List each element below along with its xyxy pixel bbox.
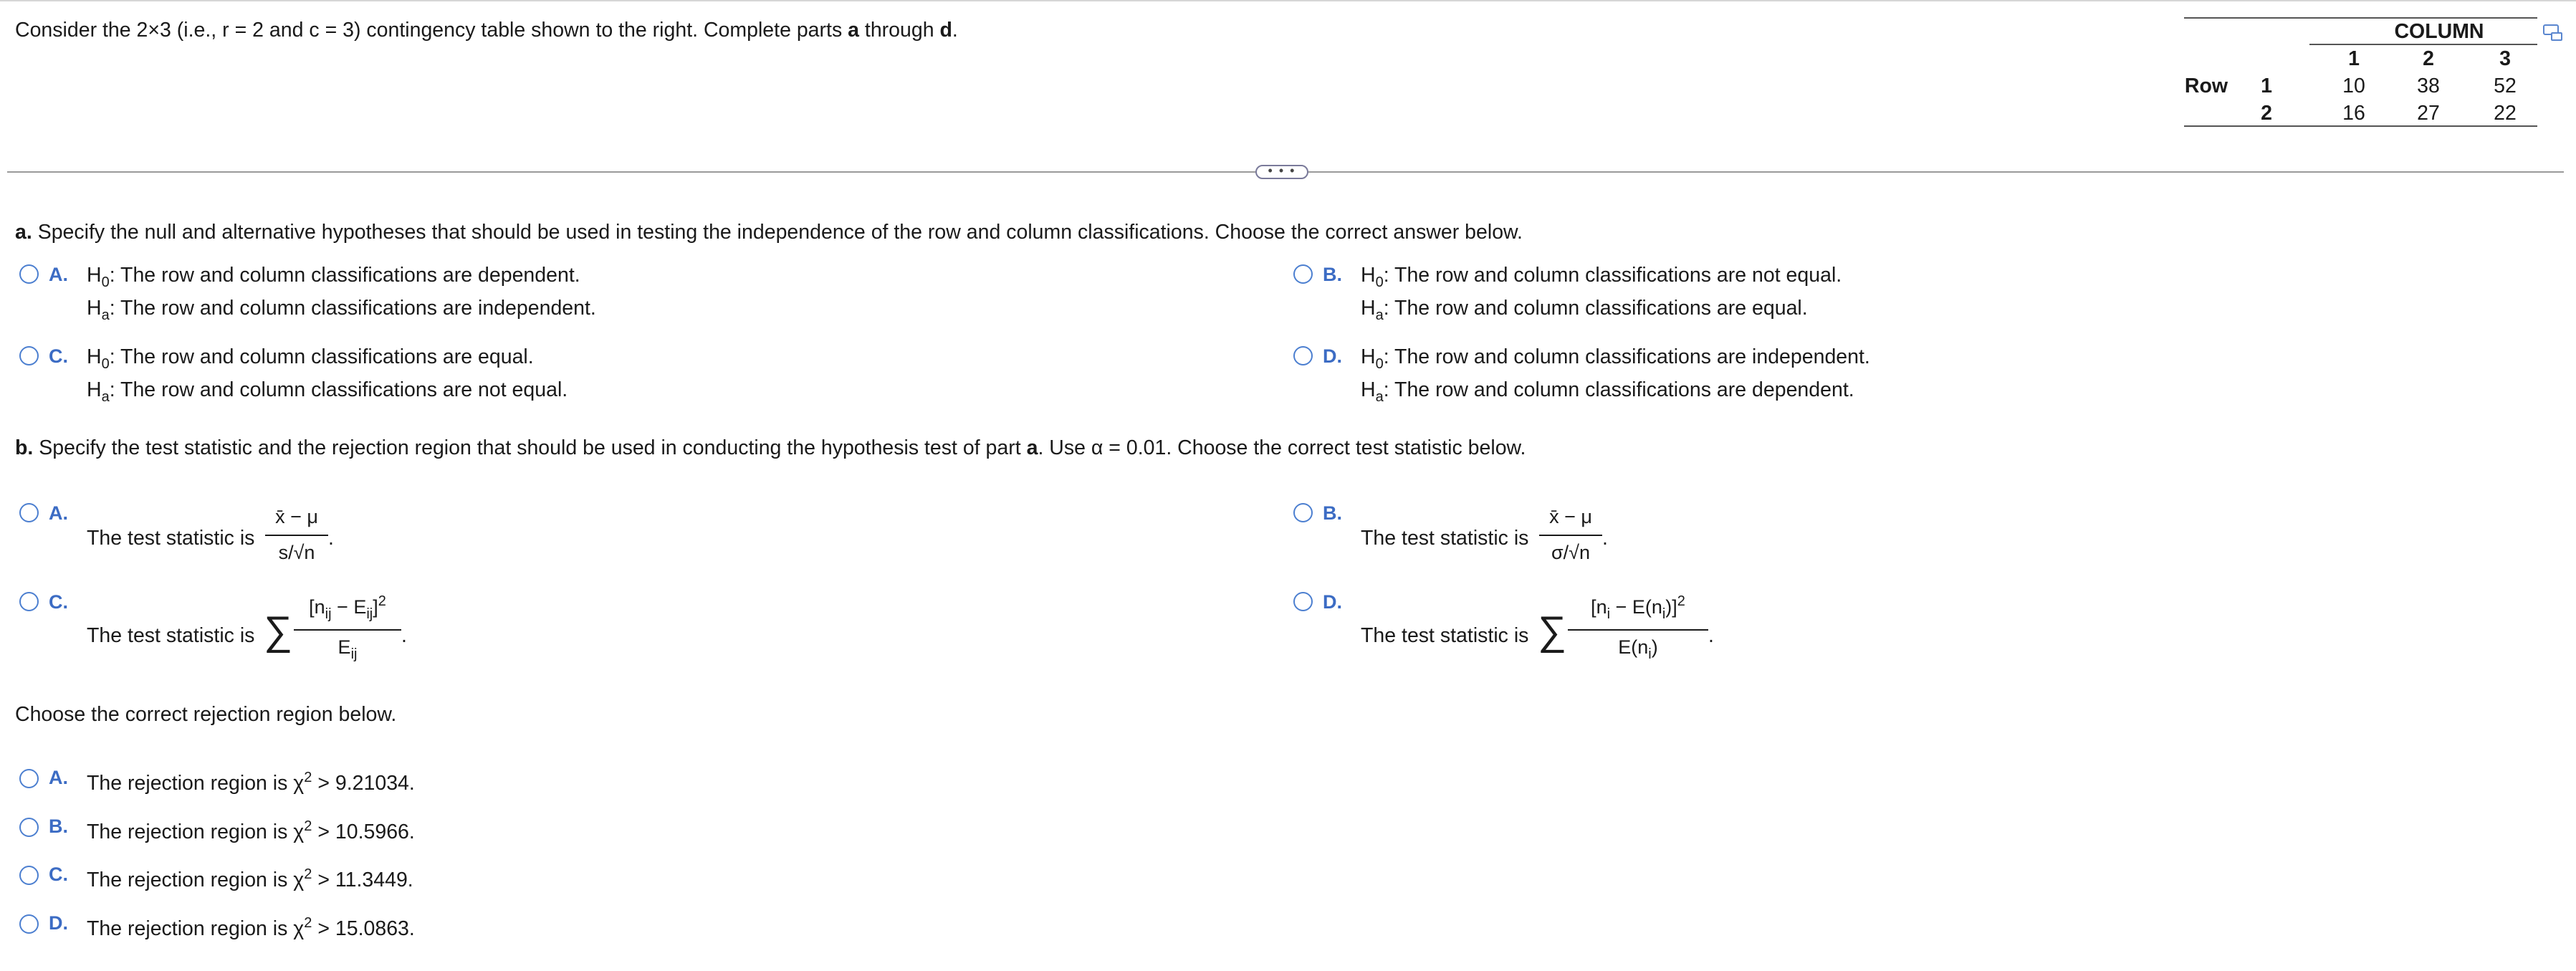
- part-a-option-b-ha: $H_a$: The row and column classifications are equal.: [1361, 297, 1808, 323]
- stat-formula-a: [265, 507, 328, 568]
- option-letter: B.: [1323, 502, 1342, 524]
- formula-numerator: x̄ − μ: [275, 506, 318, 527]
- stat-prefix: The test statistic is: [1361, 527, 1529, 550]
- intro-text: Consider the 2×3 (i.e., r = 2 and c = 3) contingency table shown to the right. Complete parts a through d.: [15, 19, 958, 42]
- stat-prefix: The test statistic is: [1361, 624, 1529, 647]
- stat-formula-b: [1539, 507, 1602, 568]
- rejection-option-c-text: The rejection region is $\chi^2 > 11.3449$.: [87, 866, 413, 891]
- part-a-option-d-h0: $H_0$: The row and column classifications are independent.: [1361, 345, 1870, 372]
- part-b-stat-option-d-radio[interactable]: [1293, 592, 1313, 611]
- formula-numerator: x̄ − μ: [1549, 506, 1592, 527]
- option-letter: C.: [49, 345, 68, 367]
- popout-icon[interactable]: [2543, 24, 2559, 35]
- table-cell: 52: [2494, 75, 2517, 97]
- part-a-option-a-radio[interactable]: [19, 264, 39, 284]
- part-a-option-d-ha: $H_a$: The row and column classifications are dependent.: [1361, 378, 1854, 405]
- option-letter: B.: [49, 815, 68, 837]
- rejection-option-b-text: The rejection region is $\chi^2 > 10.5966$.: [87, 818, 415, 843]
- column-header: COLUMN: [2394, 20, 2484, 43]
- option-letter: A.: [49, 767, 68, 788]
- option-letter: A.: [49, 502, 68, 524]
- formula-denominator: $E_{ij}$: [337, 636, 358, 662]
- part-a-option-b-h0: $H_0$: The row and column classifications are not equal.: [1361, 264, 1842, 290]
- row-header: Row: [2184, 75, 2228, 97]
- part-a-option-b-radio[interactable]: [1293, 264, 1313, 284]
- part-a-option-c-h0: $H_0$: The row and column classifications are equal.: [87, 345, 534, 372]
- formula-numerator: $[n_{ij} - E_{ij}]^2$: [309, 593, 386, 622]
- stat-formula-c: [294, 595, 401, 666]
- stat-prefix: The test statistic is: [87, 527, 255, 550]
- period: .: [1602, 527, 1608, 550]
- col-number: 2: [2423, 47, 2434, 70]
- stat-formula-d: [1568, 595, 1708, 671]
- option-letter: C.: [49, 864, 68, 885]
- part-b-stat-option-c-radio[interactable]: [19, 592, 39, 611]
- rejection-option-d-text: The rejection region is $\chi^2 > 15.0863$.: [87, 915, 415, 940]
- table-column-rule: [2309, 44, 2537, 45]
- stat-prefix: The test statistic is: [87, 624, 255, 647]
- rejection-option-d-radio[interactable]: [19, 914, 39, 934]
- part-a-option-d-radio[interactable]: [1293, 346, 1313, 365]
- option-letter: D.: [49, 912, 68, 934]
- fraction-bar: [265, 535, 328, 536]
- formula-denominator: s/√n: [278, 542, 315, 563]
- table-cell: 38: [2417, 75, 2440, 97]
- table-top-rule: [2184, 17, 2537, 19]
- part-b-stat-option-a-radio[interactable]: [19, 503, 39, 522]
- option-letter: D.: [1323, 591, 1342, 613]
- fraction-bar: [1539, 535, 1602, 536]
- col-number: 3: [2499, 47, 2511, 70]
- option-letter: C.: [49, 591, 68, 613]
- part-a-option-c-radio[interactable]: [19, 346, 39, 365]
- period: .: [1708, 624, 1714, 647]
- part-a-option-a-h0: $H_0$: The row and column classifications are dependent.: [87, 264, 580, 290]
- row-number: 2: [2261, 102, 2272, 125]
- expand-divider-button[interactable]: • • •: [1255, 165, 1308, 179]
- part-a-option-c-ha: $H_a$: The row and column classifications are not equal.: [87, 378, 568, 405]
- formula-denominator: σ/√n: [1551, 542, 1590, 563]
- table-cell: 27: [2417, 102, 2440, 125]
- summation-symbol: ∑: [264, 608, 292, 653]
- option-letter: B.: [1323, 264, 1342, 285]
- summation-symbol: ∑: [1538, 608, 1566, 653]
- rejection-option-c-radio[interactable]: [19, 866, 39, 885]
- rejection-option-a-radio[interactable]: [19, 769, 39, 788]
- top-border: [0, 0, 2576, 1]
- rejection-option-b-radio[interactable]: [19, 818, 39, 837]
- fraction-bar: [294, 629, 401, 631]
- rejection-prompt: Choose the correct rejection region below.: [15, 703, 397, 726]
- period: .: [401, 624, 407, 647]
- table-bottom-rule: [2184, 125, 2537, 127]
- contingency-table: [2184, 16, 2537, 130]
- part-a-question: a. Specify the null and alternative hypotheses that should be used in testing the independence of the row and column classifications. Choose the correct answer below.: [15, 221, 1523, 244]
- row-number: 1: [2261, 75, 2272, 97]
- rejection-option-a-text: The rejection region is $\chi^2 > 9.21034$.: [87, 770, 415, 795]
- part-a-option-a-ha: $H_a$: The row and column classifications are independent.: [87, 297, 596, 323]
- option-letter: D.: [1323, 345, 1342, 367]
- part-b-question: b. Specify the test statistic and the rejection region that should be used in conducting the hypothesis test of part a. Use α = 0.01. Choose the correct test statistic below.: [15, 436, 1526, 459]
- formula-denominator: $E(n_i)$: [1618, 636, 1658, 662]
- formula-numerator: $[n_i - E(n_i)]^2$: [1591, 593, 1685, 622]
- option-letter: A.: [49, 264, 68, 285]
- table-cell: 22: [2494, 102, 2517, 125]
- period: .: [328, 527, 334, 550]
- fraction-bar: [1568, 629, 1708, 631]
- table-cell: 16: [2342, 102, 2365, 125]
- col-number: 1: [2348, 47, 2360, 70]
- part-b-stat-option-b-radio[interactable]: [1293, 503, 1313, 522]
- table-cell: 10: [2342, 75, 2365, 97]
